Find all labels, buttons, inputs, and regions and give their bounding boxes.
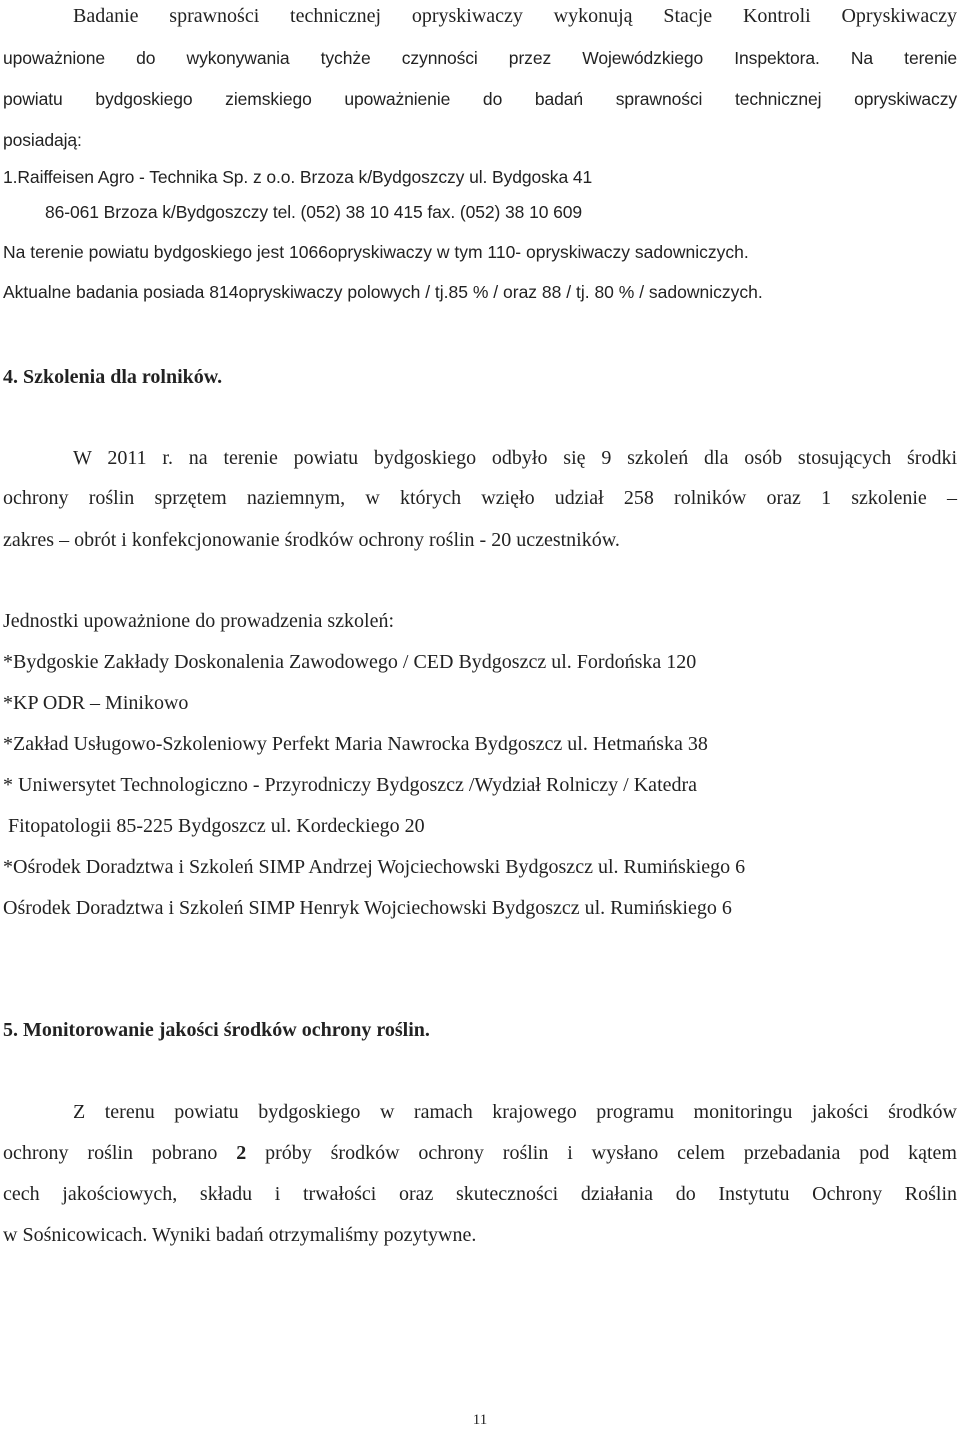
units-heading: Jednostki upoważnione do prowadzenia szkoleń: bbox=[3, 610, 395, 632]
unit-item: *Bydgoskie Zakłady Doskonalenia Zawodowego / CED Bydgoszcz ul. Fordońska 120 bbox=[3, 651, 697, 673]
unit-item: Ośrodek Doradztwa i Szkoleń SIMP Henryk Wojciechowski Bydgoszcz ul. Rumińskiego 6 bbox=[3, 897, 732, 919]
paragraph-line: upoważnione do wykonywania tychże czynności przez Wojewódzkiego Inspektora. Na terenie bbox=[3, 48, 957, 68]
unit-item: *Zakład Usługowo-Szkoleniowy Perfekt Maria Nawrocka Bydgoszcz ul. Hetmańska 38 bbox=[3, 733, 708, 755]
paragraph-line bbox=[3, 1141, 957, 1165]
paragraph-line: posiadają: bbox=[3, 130, 82, 150]
paragraph-line: ochrony roślin sprzętem naziemnym, w których wzięło udział 258 rolników oraz 1 szkolenie – bbox=[3, 487, 957, 509]
sample-count: 2 bbox=[236, 1142, 247, 1164]
text-span: próby środków ochrony roślin i wysłano celem przebadania pod kątem bbox=[246, 1142, 957, 1164]
paragraph-line: powiatu bydgoskiego ziemskiego upoważnienie do badań sprawności technicznej opryskiwaczy bbox=[3, 89, 957, 109]
sprayers-line: Aktualne badania posiada 814opryskiwaczy polowych / tj.85 % / oraz 88 / tj. 80 % / sadowniczych. bbox=[3, 282, 763, 302]
paragraph-line: Badanie sprawności technicznej opryskiwaczy wykonują Stacje Kontroli Opryskiwaczy bbox=[73, 5, 957, 27]
paragraph-line: w Sośnicowicach. Wyniki badań otrzymaliśmy pozytywne. bbox=[3, 1224, 477, 1246]
paragraph-line: W 2011 r. na terenie powiatu bydgoskiego odbyło się 9 szkoleń dla osób stosujących środki bbox=[73, 447, 957, 469]
page-number: 11 bbox=[472, 1412, 488, 1428]
paragraph-line: zakres – obrót i konfekcjonowanie środków ochrony roślin - 20 uczestników. bbox=[3, 529, 620, 551]
unit-item: *Ośrodek Doradztwa i Szkoleń SIMP Andrzej Wojciechowski Bydgoszcz ul. Rumińskiego 6 bbox=[3, 856, 746, 878]
section-heading: 4. Szkolenia dla rolników. bbox=[3, 366, 223, 388]
unit-item: *KP ODR – Minikowo bbox=[3, 692, 189, 714]
station-contact: 86-061 Brzoza k/Bydgoszczy tel. (052) 38 10 415 fax. (052) 38 10 609 bbox=[45, 202, 582, 222]
text-span: ochrony roślin pobrano bbox=[3, 1142, 237, 1164]
unit-item: Fitopatologii 85-225 Bydgoszcz ul. Kordeckiego 20 bbox=[8, 815, 425, 837]
sprayers-line: Na terenie powiatu bydgoskiego jest 1066opryskiwaczy w tym 110- opryskiwaczy sadowniczych. bbox=[3, 242, 749, 262]
section-heading: 5. Monitorowanie jakości środków ochrony roślin. bbox=[3, 1019, 430, 1041]
paragraph-line: Z terenu powiatu bydgoskiego w ramach krajowego programu monitoringu jakości środków bbox=[73, 1101, 957, 1123]
unit-item: * Uniwersytet Technologiczno - Przyrodniczy Bydgoszcz /Wydział Rolniczy / Katedra bbox=[3, 774, 698, 796]
paragraph-line: cech jakościowych, składu i trwałości oraz skuteczności działania do Instytutu Ochrony Roślin bbox=[3, 1183, 957, 1205]
station-item: 1.Raiffeisen Agro - Technika Sp. z o.o. Brzoza k/Bydgoszczy ul. Bydgoska 41 bbox=[3, 167, 593, 187]
